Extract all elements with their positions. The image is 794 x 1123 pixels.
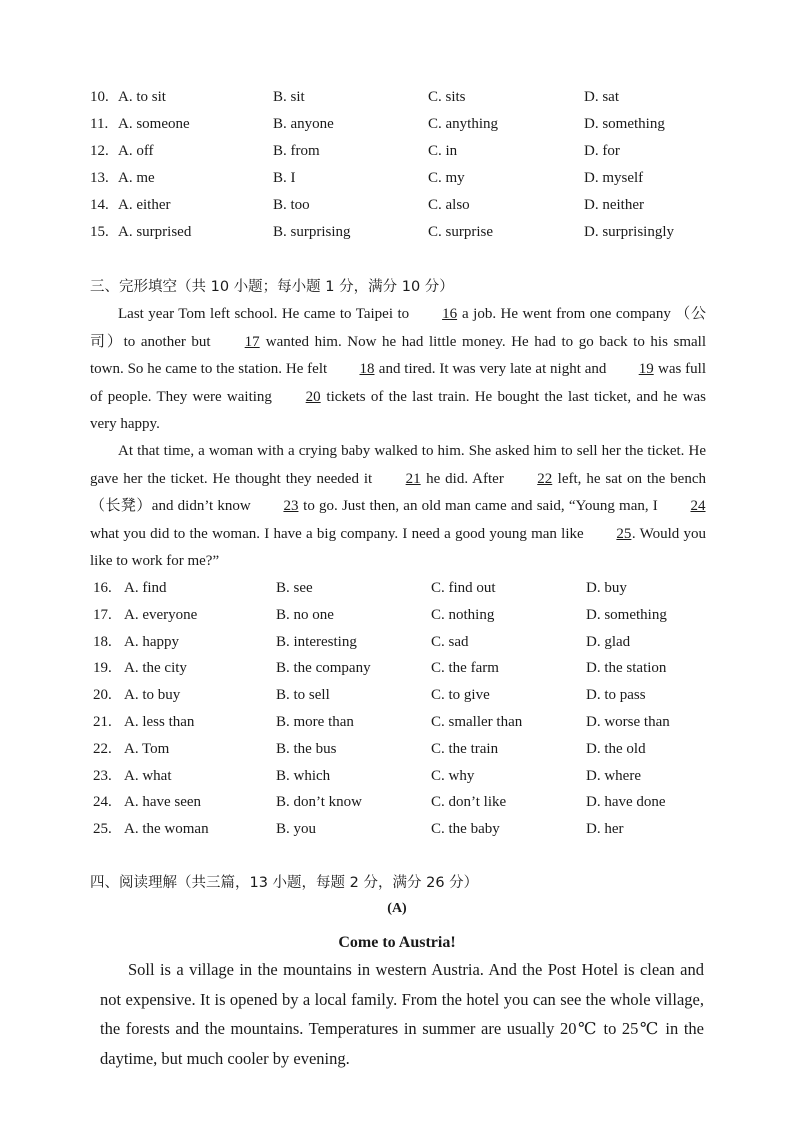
question-row	[0, 630, 794, 654]
option-c: C. also	[428, 197, 470, 213]
passage-text: Last year Tom left school. He came to Taipei to	[118, 306, 414, 322]
option-b: B. see	[276, 580, 313, 596]
option-a: A. what	[124, 767, 172, 784]
question-row	[0, 656, 794, 680]
option-d: D. something	[586, 606, 667, 623]
option-c: C. sits	[428, 89, 466, 105]
passage-text: was full of people. They were waiting	[90, 361, 706, 405]
question-number: 21.	[93, 714, 112, 730]
option-d: D. the old	[586, 740, 646, 757]
option-a: A. find	[124, 580, 167, 596]
option-d: D. surprisingly	[584, 224, 674, 240]
option-c: C. don’t like	[431, 794, 507, 811]
option-a: A. less than	[124, 714, 195, 730]
passage-text: . Would you like to work for me?”	[90, 525, 707, 569]
option-a: A. happy	[124, 633, 179, 650]
blank-16: 16	[442, 306, 458, 322]
option-d: D. the station	[586, 660, 667, 677]
option-b: B. which	[276, 767, 331, 784]
reading-title: Come to Austria!	[338, 934, 456, 951]
passage-text: At that time, a woman with a crying baby walked to him. She asked him to sell her the ticket. He gave her the ticket. He thought they needed it	[90, 443, 706, 487]
question-number: 24.	[93, 794, 112, 811]
question-number: 23.	[93, 767, 112, 784]
option-c: C. why	[431, 767, 475, 784]
question-number: 10.	[90, 89, 109, 105]
question-number: 16.	[93, 580, 112, 596]
option-d: D. for	[584, 143, 620, 159]
passage-text: a job. He went from one company （公司）to another but	[90, 306, 706, 350]
passage-text: to go. Just then, an old man came and said, “Young man, I	[298, 498, 662, 514]
option-b: B. interesting	[276, 633, 357, 650]
option-c: C. to give	[431, 687, 490, 704]
option-d: D. to pass	[586, 687, 646, 704]
passage-text: he did. After	[421, 470, 509, 487]
passage-text: and tired. It was very late at night and	[374, 361, 611, 377]
blank-17: 17	[244, 333, 260, 350]
option-a: A. off	[118, 143, 154, 159]
cloze-paragraph-2	[90, 438, 706, 576]
option-a: A. to buy	[124, 687, 181, 704]
option-d: D. buy	[586, 580, 627, 596]
question-row	[0, 683, 794, 707]
option-b: B. the company	[276, 660, 371, 677]
blank-25: 25	[616, 525, 632, 542]
question-number: 15.	[90, 224, 109, 240]
option-a: A. me	[118, 170, 155, 186]
option-c: C. sad	[431, 633, 469, 650]
question-number: 14.	[90, 197, 109, 213]
option-a: A. surprised	[118, 224, 192, 240]
question-row	[0, 737, 794, 761]
passage-text: what you did to the woman. I have a big company. I need a good young man like	[90, 525, 588, 542]
option-c: C. the farm	[431, 660, 499, 677]
question-row	[0, 710, 794, 734]
question-number: 17.	[93, 606, 112, 623]
option-c: C. in	[428, 143, 458, 159]
option-b: B. too	[273, 197, 310, 213]
section-heading-reading: 四、阅读理解（共三篇，13 小题，每题 2 分，满分 26 分）	[90, 875, 479, 891]
option-a: A. everyone	[124, 606, 198, 623]
passage-text: left, he sat on the bench（长凳）and didn’t know	[90, 470, 706, 514]
option-c: C. find out	[431, 580, 496, 596]
question-number: 18.	[93, 633, 112, 650]
question-row	[0, 764, 794, 788]
option-b: B. I	[273, 170, 296, 186]
option-b: B. more than	[276, 714, 354, 730]
option-b: B. sit	[273, 89, 305, 105]
blank-21: 21	[405, 470, 421, 487]
option-b: B. you	[276, 821, 317, 838]
option-c: C. surprise	[428, 224, 493, 240]
blank-22: 22	[537, 470, 553, 487]
option-b: B. the bus	[276, 740, 337, 757]
question-row	[0, 817, 794, 841]
blank-23: 23	[283, 498, 299, 514]
question-row	[0, 603, 794, 627]
option-a: A. Tom	[124, 740, 170, 757]
option-b: B. no one	[276, 606, 334, 623]
option-a: A. have seen	[124, 794, 202, 811]
option-a: A. either	[118, 197, 171, 213]
option-c: C. nothing	[431, 606, 495, 623]
question-row	[0, 85, 794, 109]
blank-24: 24	[690, 498, 706, 514]
option-d: D. glad	[586, 633, 631, 650]
option-d: D. sat	[584, 89, 619, 105]
option-a: A. the woman	[124, 821, 209, 838]
question-row	[0, 790, 794, 814]
option-a: A. the city	[124, 660, 187, 677]
option-a: A. to sit	[118, 89, 166, 105]
option-d: D. something	[584, 116, 665, 132]
question-number: 20.	[93, 687, 112, 704]
blank-20: 20	[305, 388, 321, 405]
cloze-paragraph-1	[90, 301, 706, 439]
section-heading-cloze: 三、完形填空（共 10 小题；每小题 1 分，满分 10 分）	[90, 279, 454, 295]
passage-text: tickets of the last train. He bought the last ticket, and he was very happy.	[90, 388, 706, 432]
question-row	[0, 220, 794, 244]
option-d: D. worse than	[586, 714, 670, 730]
reading-part-label: (A)	[387, 901, 407, 916]
option-b: B. surprising	[273, 224, 351, 240]
option-c: C. my	[428, 170, 465, 186]
question-row	[0, 112, 794, 136]
question-number: 19.	[93, 660, 112, 677]
question-row	[0, 193, 794, 217]
option-b: B. anyone	[273, 116, 334, 132]
option-d: D. myself	[584, 170, 644, 186]
option-b: B. don’t know	[276, 794, 362, 811]
option-a: A. someone	[118, 116, 190, 132]
question-row	[0, 139, 794, 163]
option-c: C. anything	[428, 116, 498, 132]
option-c: C. smaller than	[431, 714, 523, 730]
option-d: D. have done	[586, 794, 666, 811]
question-number: 22.	[93, 740, 112, 757]
question-row	[0, 576, 794, 600]
blank-18: 18	[359, 361, 375, 377]
question-number: 12.	[90, 143, 109, 159]
option-b: B. from	[273, 143, 320, 159]
passage-text: wanted him. Now he had little money. He had to go back to his small town. So he came to the station. He felt	[90, 333, 706, 377]
option-b: B. to sell	[276, 687, 330, 704]
question-row	[0, 166, 794, 190]
option-c: C. the train	[431, 740, 499, 757]
question-number: 25.	[93, 821, 112, 838]
option-d: D. neither	[584, 197, 644, 213]
reading-paragraph: Soll is a village in the mountains in western Austria. And the Post Hotel is clean and not expensive. It is opened by a local family. From the hotel you can see the whole village, the forests and the mountains. Temperatures in summer are usually 20℃ to 25℃ in the daytime, but much cooler by evening.	[100, 960, 704, 1068]
blank-19: 19	[638, 361, 654, 377]
question-number: 13.	[90, 170, 109, 186]
question-number: 11.	[90, 116, 109, 132]
option-d: D. where	[586, 767, 641, 784]
option-d: D. her	[586, 821, 624, 838]
option-c: C. the baby	[431, 821, 500, 838]
